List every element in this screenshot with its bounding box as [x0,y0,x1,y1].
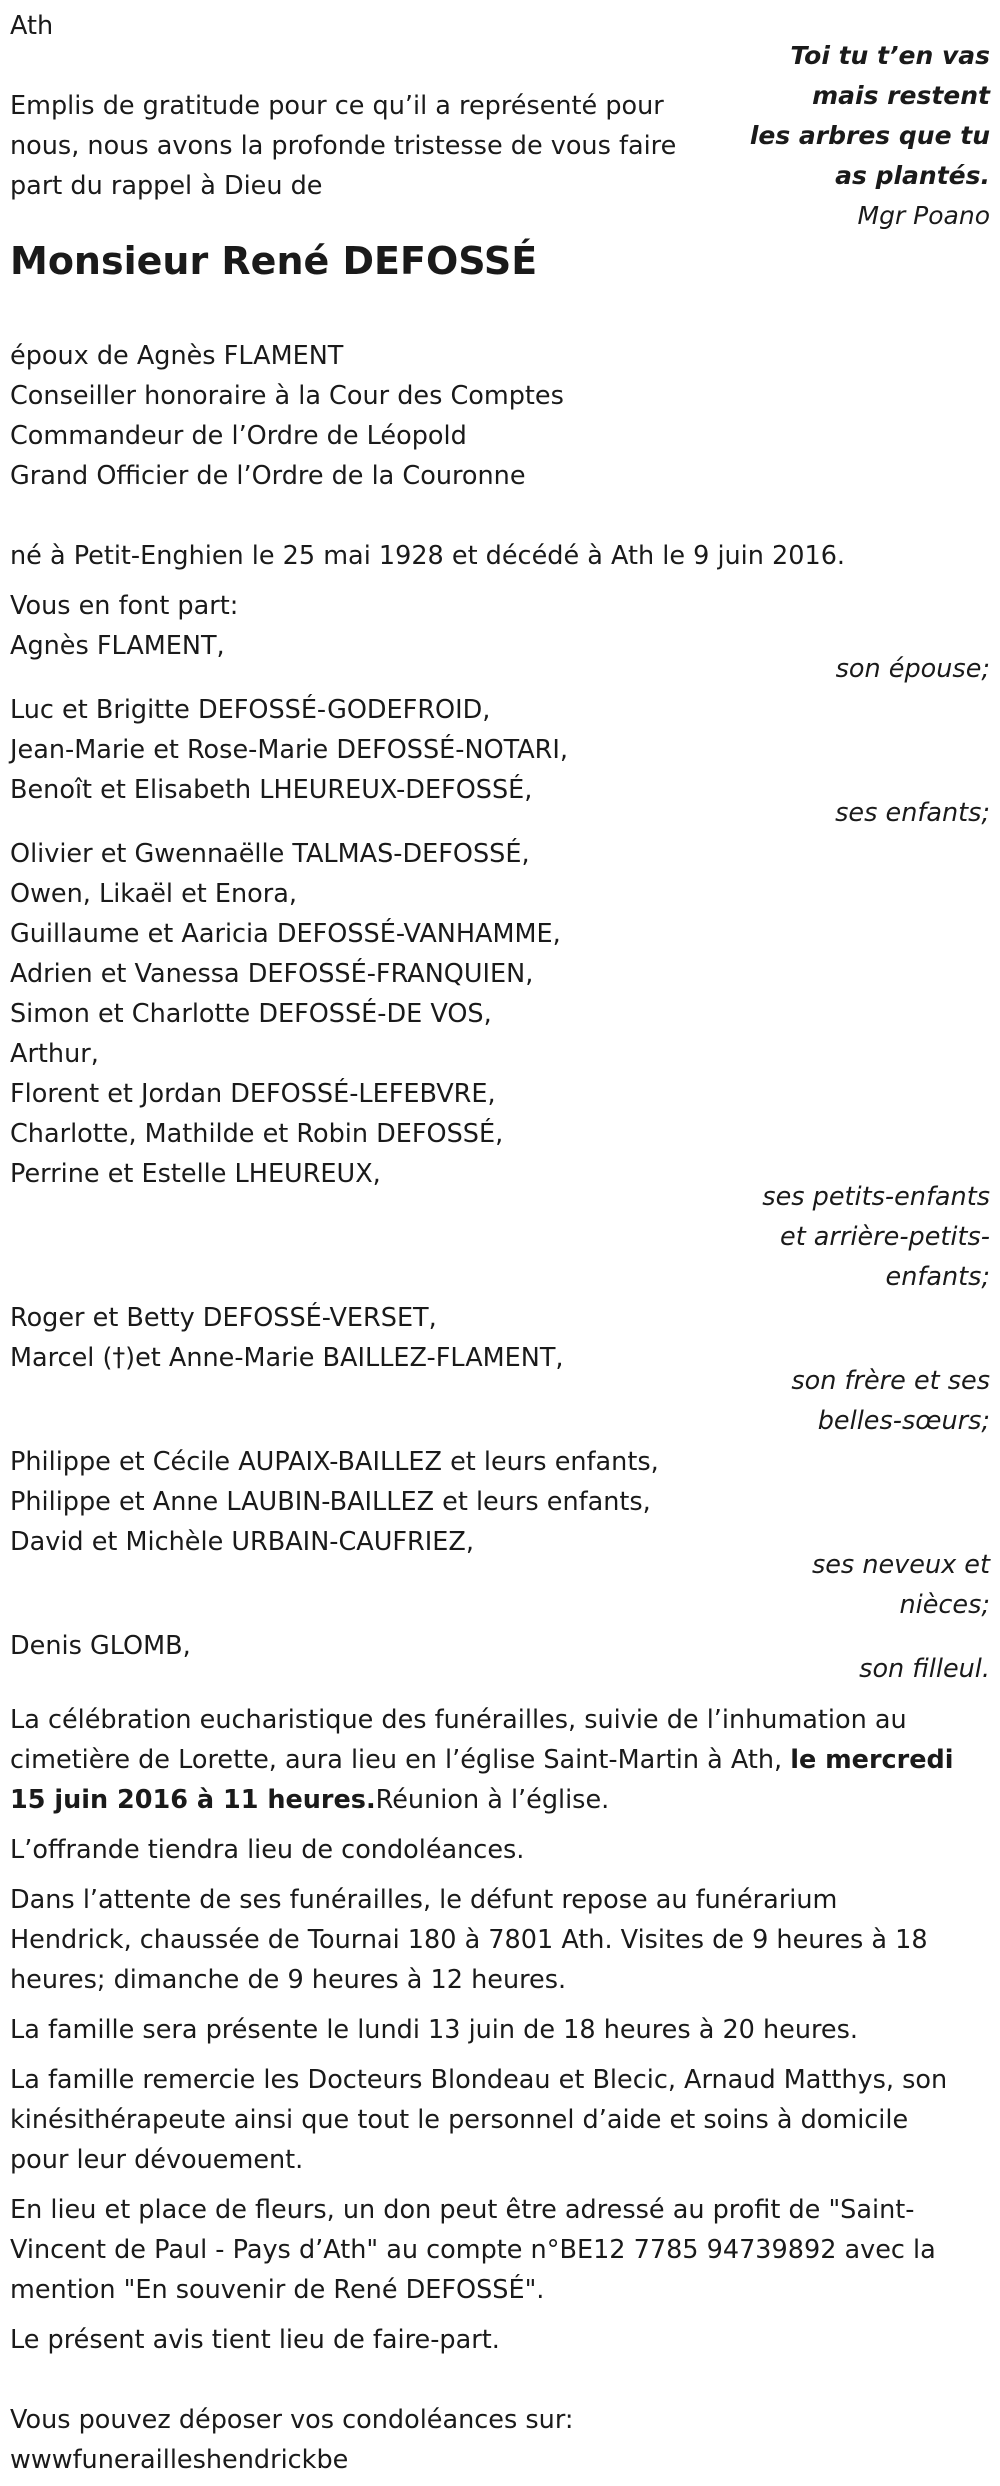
ceremony-text [10,1780,609,1820]
family-relation: ses enfants; [835,798,990,828]
family-relation: son frère et ses [791,1366,990,1396]
thanks-text: pour leur dévouement. [10,2145,304,2175]
ceremony-text [10,1740,954,1780]
intro-line: part du rappel à Dieu de [10,171,323,201]
family-member: Marcel (†)et Anne-Marie BAILLEZ-FLAMENT, [10,1343,564,1373]
condolences-link[interactable]: wwwfunerailleshendrickbe [10,2445,349,2475]
quote-line: Toi tu t’en vas [790,41,990,70]
funerarium-text: Dans l’attente de ses funérailles, le défunt repose au funérarium [10,1885,838,1915]
family-member: Arthur, [10,1039,99,1069]
family-member: Owen, Likaël et Enora, [10,879,297,909]
family-member: Jean-Marie et Rose-Marie DEFOSSÉ-NOTARI, [10,735,569,765]
family-member: Florent et Jordan DEFOSSÉ-LEFEBVRE, [10,1079,496,1109]
family-relation: et arrière-petits- [780,1222,990,1252]
family-member: Denis GLOMB, [10,1631,191,1661]
quote-line: as plantés. [835,161,990,190]
family-member: Charlotte, Mathilde et Robin DEFOSSÉ, [10,1119,504,1149]
epigraph-quote [730,36,990,236]
family-member: David et Michèle URBAIN-CAUFRIEZ, [10,1527,474,1557]
family-member: Adrien et Vanessa DEFOSSÉ-FRANQUIEN, [10,959,534,989]
family-presence-text: La famille sera présente le lundi 13 juin de 18 heures à 20 heures. [10,2015,859,2045]
family-member: Benoît et Elisabeth LHEUREUX-DEFOSSÉ, [10,775,533,805]
family-relation: son épouse; [835,654,990,684]
family-relation: nièces; [899,1590,990,1620]
family-intro: Vous en font part: [10,591,239,621]
deceased-name: Monsieur René DEFOSSÉ [10,239,538,283]
family-relation: ses petits-enfants [762,1182,990,1212]
condolences-text: Vous pouvez déposer vos condoléances sur: [10,2405,574,2435]
family-member: Agnès FLAMENT, [10,631,225,661]
family-member: Philippe et Anne LAUBIN-BAILLEZ et leurs enfants, [10,1487,651,1517]
ceremony-text-part: Réunion à l’église. [375,1785,610,1815]
title-line: Grand Officier de l’Ordre de la Couronne [10,461,526,491]
family-relation: enfants; [885,1262,990,1292]
ceremony-date: le mercredi [790,1745,954,1775]
family-member: Perrine et Estelle LHEUREUX, [10,1159,381,1189]
family-member: Luc et Brigitte DEFOSSÉ-GODEFROID, [10,695,491,725]
donation-text: mention "En souvenir de René DEFOSSÉ". [10,2275,545,2305]
donation-text: Vincent de Paul - Pays d’Ath" au compte n°BE12 7785 94739892 avec la [10,2235,936,2265]
family-relation: belles-sœurs; [817,1406,990,1436]
ceremony-date: 15 juin 2016 à 11 heures. [10,1785,376,1815]
quote-author: Mgr Poano [857,201,990,230]
intro-line: Emplis de gratitude pour ce qu’il a représenté pour [10,91,664,121]
location-text: Ath [10,11,54,41]
offering-text: L’offrande tiendra lieu de condoléances. [10,1835,525,1865]
family-member: Philippe et Cécile AUPAIX-BAILLEZ et leurs enfants, [10,1447,659,1477]
family-relation: son filleul. [859,1654,990,1684]
family-member: Olivier et Gwennaëlle TALMAS-DEFOSSÉ, [10,839,530,869]
quote-line: mais restent [812,81,990,110]
thanks-text: kinésithérapeute ainsi que tout le personnel d’aide et soins à domicile [10,2105,909,2135]
ceremony-text-part: cimetière de Lorette, aura lieu en l’église Saint-Martin à Ath, [10,1745,791,1775]
family-member: Guillaume et Aaricia DEFOSSÉ-VANHAMME, [10,919,561,949]
intro-line: nous, nous avons la profonde tristesse de vous faire [10,131,677,161]
funerarium-text: heures; dimanche de 9 heures à 12 heures. [10,1965,567,1995]
funerarium-text: Hendrick, chaussée de Tournai 180 à 7801 Ath. Visites de 9 heures à 18 [10,1925,928,1955]
birth-death-text: né à Petit-Enghien le 25 mai 1928 et décédé à Ath le 9 juin 2016. [10,541,846,571]
ceremony-text: La célébration eucharistique des funérailles, suivie de l’inhumation au [10,1705,907,1735]
title-line: Commandeur de l’Ordre de Léopold [10,421,467,451]
title-line: époux de Agnès FLAMENT [10,341,344,371]
quote-line: les arbres que tu [749,121,990,150]
donation-text: En lieu et place de fleurs, un don peut être adressé au profit de "Saint- [10,2195,915,2225]
thanks-text: La famille remercie les Docteurs Blondeau et Blecic, Arnaud Matthys, son [10,2065,948,2095]
family-relation: ses neveux et [811,1550,990,1580]
family-member: Roger et Betty DEFOSSÉ-VERSET, [10,1303,437,1333]
notice-text: Le présent avis tient lieu de faire-part. [10,2325,500,2355]
family-member: Simon et Charlotte DEFOSSÉ-DE VOS, [10,999,492,1029]
title-line: Conseiller honoraire à la Cour des Comptes [10,381,564,411]
